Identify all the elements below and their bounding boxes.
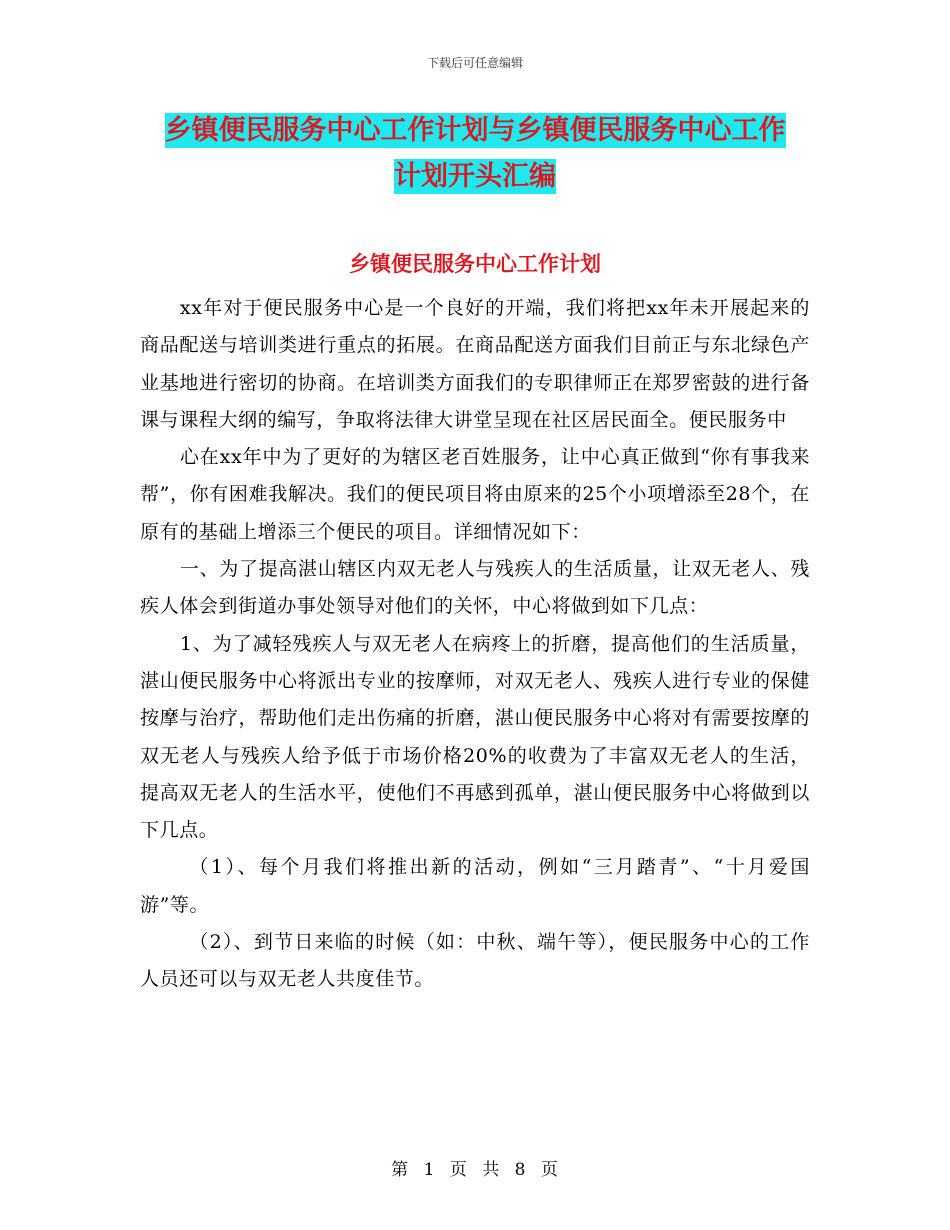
footer-total-pages: 8 bbox=[514, 1160, 527, 1180]
paragraph: 心在xx年中为了更好的为辖区老百姓服务，让中心真正做到“你有事我来帮”，你有困难我解决。我们的便民项目将由原来的25个小项增添至28个，在原有的基础上增添三个便民的项目。详细情况如下： bbox=[140, 446, 810, 543]
paragraph: xx年对于便民服务中心是一个良好的开端，我们将把xx年未开展起来的商品配送与培训类进行重点的拓展。在商品配送方面我们目前正与东北绿色产业基地进行密切的协商。在培训类方面我们的专职律师正在郑罗密鼓的进行备课与课程大纲的编写，争取将法律大讲堂呈现在社区居民面全。便民服务中 bbox=[140, 297, 810, 431]
paragraph: （1）、每个月我们将推出新的活动，例如“三月踏青”、“十月爱国游”等。 bbox=[140, 856, 810, 916]
document-title bbox=[140, 108, 810, 200]
paragraph: 一、为了提高湛山辖区内双无老人与残疾人的生活质量，让双无老人、残疾人体会到街道办事处领导对他们的关怀，中心将做到如下几点： bbox=[140, 558, 810, 618]
footer-label-page: 第 bbox=[391, 1160, 410, 1180]
footer-label-unit2: 页 bbox=[540, 1160, 559, 1180]
header-note: 下载后可任意编辑 bbox=[426, 56, 523, 70]
paragraph: （2）、到节日来临的时候（如：中秋、端午等），便民服务中心的工作人员还可以与双无老人共度佳节。 bbox=[140, 931, 810, 991]
footer-label-total: 共 bbox=[482, 1160, 501, 1180]
footer-label-unit: 页 bbox=[449, 1160, 468, 1180]
document-title-line1: 乡镇便民服务中心工作计划与乡镇便民服务中心工作 bbox=[164, 115, 786, 146]
body-text bbox=[140, 290, 810, 999]
document-title-line2: 计划开头汇编 bbox=[394, 161, 556, 192]
footer-current-page: 1 bbox=[423, 1160, 436, 1180]
paragraph: 1、为了减轻残疾人与双无老人在病疼上的折磨，提高他们的生活质量，湛山便民服务中心将派出专业的按摩师，对双无老人、残疾人进行专业的保健按摩与治疗，帮助他们走出伤痛的折磨，湛山便民服务中心将对有需要按摩的双无老人与残疾人给予低于市场价格20%的收费为了丰富双无老人的生活，提高双无老人的生活水平，使他们不再感到孤单，湛山便民服务中心将做到以下几点。 bbox=[140, 632, 810, 842]
page-footer bbox=[0, 1155, 950, 1180]
section-title: 乡镇便民服务中心工作计划 bbox=[349, 252, 601, 276]
